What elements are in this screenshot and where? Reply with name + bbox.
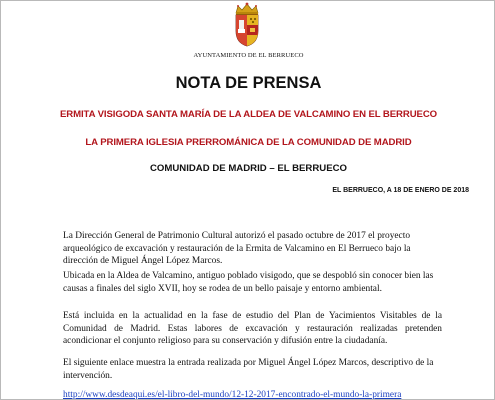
article-link[interactable]: http://www.desdeaqui.es/el-libro-del-mundo/12-12-2017-encontrado-el-mundo-la-primera <box>63 390 402 400</box>
coat-of-arms-icon <box>224 1 270 47</box>
subtitle-first-church: LA PRIMERA IGLESIA PRERROMÁNICA DE LA COMUNIDAD DE MADRID <box>85 137 412 148</box>
paragraph-location: Ubicada en la Aldea de Valcamino, antiguo poblado visigodo, que se despobló sin conocer bien las causas a finales del siglo XVII, hoy se rodea de un bello paisaje y entorno ambiental. <box>63 271 434 294</box>
paragraph-plan: Está incluida en la actualidad en la fase de estudio del Plan de Yacimientos Visitables de la Comunidad de Madrid. Estas labores de excavación y restauración realizadas pretenden acondicionar el conjunto religioso para su conservación y difusión entre la ciudadanía. <box>63 311 442 347</box>
paragraph-link-intro: El siguiente enlace muestra la entrada realizada por Miguel Ángel López Marcos, descriptivo de la intervención. <box>63 358 434 381</box>
subtitle-hermitage: ERMITA VISIGODA SANTA MARÍA DE LA ALDEA DE VALCAMINO EN EL BERRUECO <box>59 109 438 120</box>
date-line: EL BERRUECO, A 18 DE ENERO DE 2018 <box>332 187 469 194</box>
location-heading: COMUNIDAD DE MADRID – EL BERRUECO <box>149 163 348 174</box>
paragraph-authorization: La Dirección General de Patrimonio Cultural autorizó el pasado octubre de 2017 el proyecto arqueológico de excavación y restauración de la Ermita de Valcamino en El Berrueco bajo la dirección de Miguel Ángel López Marcos. <box>63 231 411 267</box>
page-title: NOTA DE PRENSA <box>175 74 322 92</box>
municipality-name: AYUNTAMIENTO DE EL BERRUECO <box>193 52 304 59</box>
